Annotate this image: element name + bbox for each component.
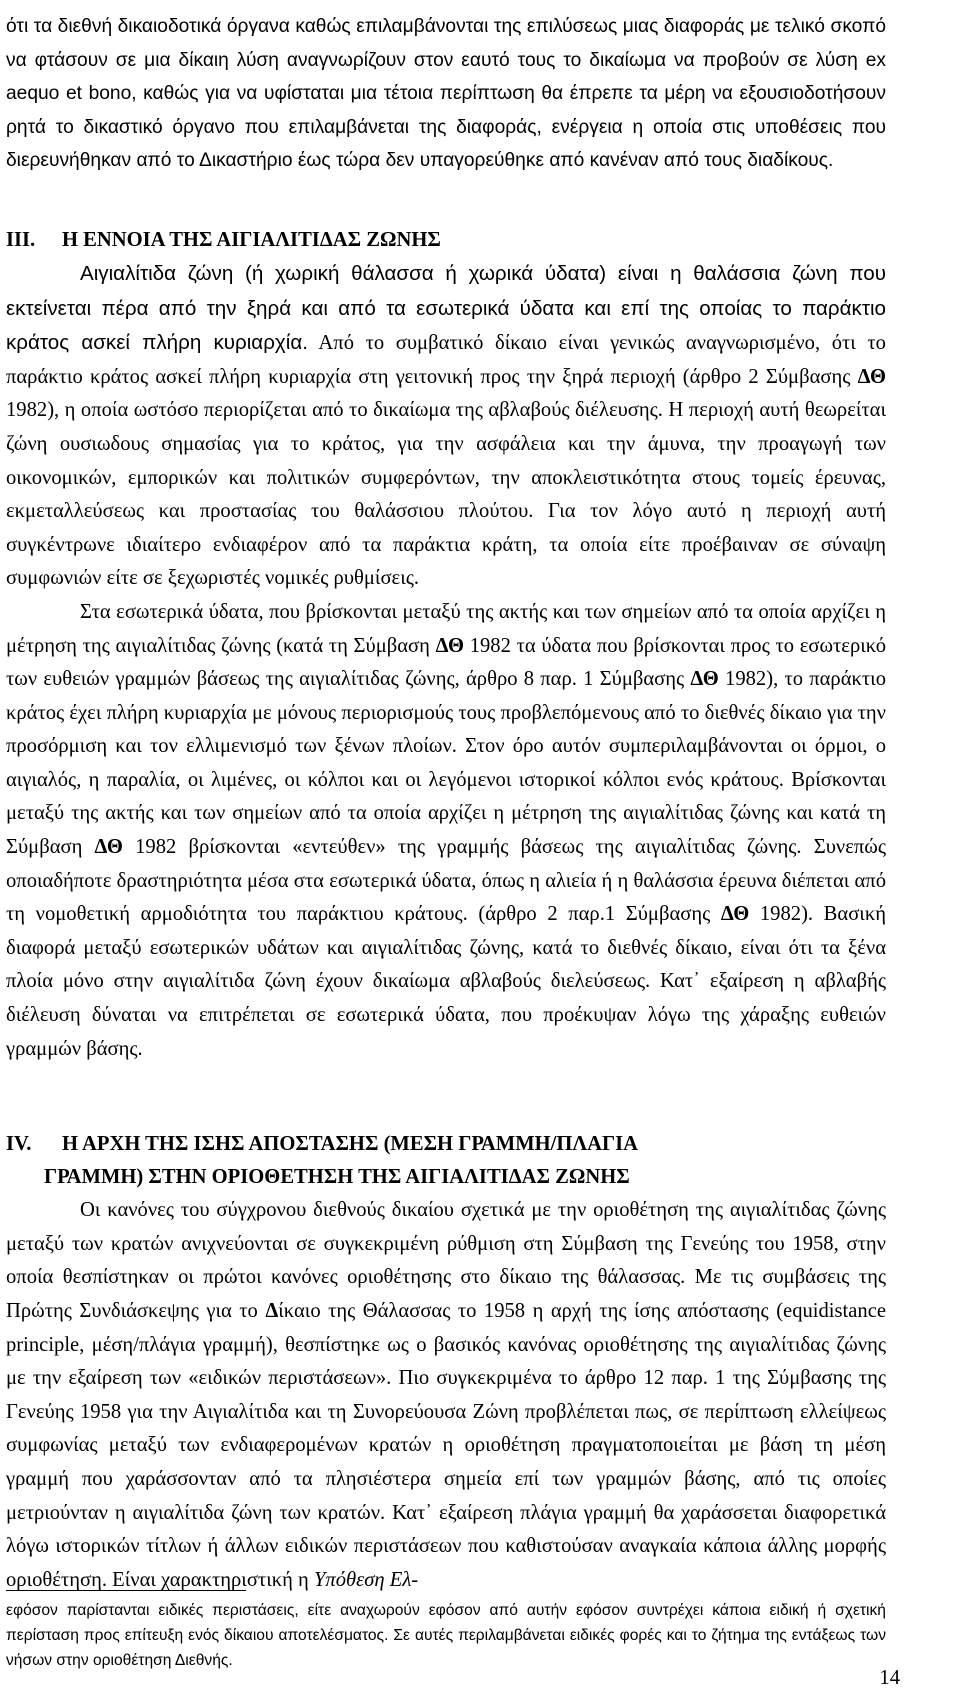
text-run: 1982), το παράκτιο κράτος έχει πλήρη κυριαρχία με μόνους περιορισμούς τους προβλεπόμενους από το διεθνές δίκαιο για την προσόρμιση και τον ελλιμενισμό των ξένων πλοίων. Στον όρο αυτόν συμπεριλαμβάνονται οι όρμοι, ο αιγιαλός, η παραλία, οι λιμένες, οι κόλποι και οι λεγόμενοι ιστορικοί κόλποι ενός κράτους. Βρίσκονται μεταξύ της ακτής και των σημείων από τα οποία αρχίζει η μέτρηση της αιγιαλίτιδας ζώνης και κατά τη Σύμβαση (6, 668, 886, 859)
text-run-bold: Δ (265, 1300, 279, 1322)
text-run: 1982), η οποία ωστόσο περιορίζεται από το δικαίωμα της αβλαβούς διέλευσης. Η περιοχή αυτή θεωρείται ζώνη ουσιωδους σημασίας για το κράτος, για την ασφάλεια και την άμυνα, την προαγωγή των οικονομικών, εμπορικών και πολιτικών συμφερόντων, την αποκλειστικότητα στους τομείς έρευνας, εκμεταλλεύσεως και προστασίας του θαλάσσιου πλούτου. Για τον λόγο αυτό η περιοχή αυτή συγκέντρωνε ιδιαίτερο ενδιαφέρον από τα παράκτια κράτη, τα οποία είτε προέβαιναν σε σύναψη συμφωνιών είτε σε ξεχωριστές νομικές ρυθμίσεις. (6, 399, 886, 590)
section-heading-iv (6, 1128, 886, 1194)
case-name-italic: Υπόθεση Ελ- (313, 1568, 419, 1591)
text-run: Αιγιαλίτιδα ζώνη (ή χωρική θάλασσα ή χωρικά ύδατα) είναι η θαλάσσια ζώνη που εκτείνεται πέρα από την ξηρά και από τα εσωτερικά ύδατα και επί της οποίας το παράκτιο κράτος ασκεί πλήρη κυριαρχία. (6, 261, 886, 355)
section-heading-iii (6, 224, 886, 257)
convention-abbrev: ΔΘ (690, 668, 719, 691)
text-run: ίκαιο της Θάλασσας το 1958 η αρχή της ίσης απόστασης (equidistance principle, μέση/πλάγια γραμμή), θεσπίστηκε ως ο βασικός κανόνας οριοθέτησης της αιγιαλίτιδας ζώνης με την εξαίρεση των «ειδικών περιστάσεων». Πιο συγκεκριμένα το άρθρο 12 παρ. 1 της Σύμβασης της Γενεύης 1958 για την Αιγιαλίτιδα και τη Συνορεύουσα Ζώνη προβλέπεται πως, σε περίπτωση ελλείψεως συμφωνίας μεταξύ των ενδιαφερομένων κρατών η οριοθέτηση πραγματοποιείται με βάση τη μέση γραμμή που χαράσσονταν από τα πλησιέστερα σημεία επί των γραμμών βάσης, από τις οποίες μετριούνταν η αιγιαλίτιδα ζώνη των κρατών. Κατ᾽ εξαίρεση πλάγια γραμμή θα χαράσσεται διαφορετικά λόγω ιστορικών τίτλων ή άλλων ειδικών περιστάσεων που καθιστούσαν αναγκαία κάποια άλλης μορφής οριοθέτηση. Είναι χαρακτηριστική η (6, 1300, 886, 1591)
paragraph-equidistance-principle (6, 1194, 886, 1597)
section-title-line-1: Η ΑΡΧΗ ΤΗΣ ΙΣΗΣ ΑΠΟΣΤΑΣΗΣ (ΜΕΣΗ ΓΡΑΜΜΗ/ΠΛΑΓΙΑ (62, 1133, 639, 1156)
footnote-separator (6, 1590, 246, 1591)
paragraph-continuation: ότι τα διεθνή δικαιοδοτικά όργανα καθώς επιλαμβάνονται της επιλύσεως μιας διαφοράς με τελικό σκοπό να φτάσουν σε μια δίκαιη λύση αναγνωρίζουν στον εαυτό τους το δικαίωμα να προβούν σε λύση ex aequo et bono, καθώς για να υφίσταται μια τέτοια περίπτωση θα έπρεπε τα μέρη να εξουσιοδοτήσουν ρητά το δικαστικό όργανο που επιλαμβάνεται της διαφοράς, ενέργεια η οποία στις υποθέσεις που διερευνήθηκαν από το Δικαστήριο έως τώρα δεν υπαγορεύθηκε από κανέναν από τους διαδίκους. (6, 16, 886, 172)
paragraph-internal-waters (6, 596, 886, 1066)
text-run: 1982 βρίσκονται «εντεύθεν» της γραμμής βάσεως της αιγιαλίτιδας ζώνης. Συνεπώς οποιαδήποτε δραστηριότητα μέσα στα εσωτερικά ύδατα, όπως η αλιεία ή η θαλάσσια έρευνα διέπεται από τη νομοθετική αρμοδιότητα του παράκτιου κράτους. (άρθρο 2 παρ.1 Σύμβασης (6, 836, 886, 926)
section-title-line-2: ΓΡΑΜΜΗ) ΣΤΗΝ ΟΡΙΟΘΕΤΗΣΗ ΤΗΣ ΑΙΓΙΑΛΙΤΙΔΑΣ ΖΩΝΗΣ (44, 1166, 630, 1189)
text-run: Οι κανόνες του σύγχρονου διεθνούς δικαίου σχετικά με την οριοθέτηση της αιγιαλίτιδας ζώνης μεταξύ των κρατών ανιχνεύονται σε συγκεκριμένη ρύθμιση στη Σύμβαση της Γενεύης του 1958, στην οποία θεσπίστηκαν οι πρώτοι κανόνες οριοθέτησης στο δίκαιο της θάλασσας. Με τις συμβάσεις της Πρώτης Συνδιάσκεψης για το (6, 1199, 886, 1322)
convention-abbrev: ΔΘ (857, 365, 886, 388)
section-number: ΙΙΙ. (6, 228, 36, 251)
footnote-text: εφόσον παρίστανται ειδικές περιστάσεις, είτε αναχωρούν εφόσον από αυτήν εφόσον συντρέχει κάποια ειδική ή σχετική περίσταση προς επίτευξη ενός δίκαιου αποτελέσματος. Σε αυτές περιλαμβάνεται ειδικές φορές και το ζήτημα της εντάξεως των νήσων στην οριοθέτηση Διεθνής. (6, 1602, 886, 1669)
convention-abbrev: ΔΘ (720, 903, 750, 926)
section-title: Η ΕΝΝΟΙΑ ΤΗΣ ΑΙΓΙΑΛΙΤΙΔΑΣ ΖΩΝΗΣ (62, 228, 441, 251)
text-run: 1982 τα ύδατα που βρίσκονται προς το εσωτερικό των ευθειών γραμμών βάσεως της αιγιαλίτιδας ζώνης, άρθρο 8 παρ. 1 Σύμβασης (6, 634, 886, 691)
paragraph-territorial-sea-definition (6, 257, 886, 596)
text-run: 1982). Βασική διαφορά μεταξύ εσωτερικών υδάτων και αιγιαλίτιδας ζώνης, κατά το διεθνές δίκαιο, είναι ότι τα ξένα πλοία μόνο στην αιγιαλίτιδα ζώνη έχουν δικαίωμα αβλαβούς διελεύσεως. Κατ᾽ εξαίρεση η αβλαβής διέλευση δύναται να επιτρέπεται σε εσωτερικά ύδατα, που προέκυψαν λόγω της χάραξης ευθειών γραμμών βάσης. (6, 903, 886, 1060)
page-number: 14 (879, 1667, 900, 1689)
convention-abbrev: ΔΘ (94, 836, 123, 859)
section-title (44, 1128, 886, 1194)
text-run: Από το συμβατικό δίκαιο είναι γενικώς αναγνωρισμένο, ότι το παράκτιο κράτος ασκεί πλήρη κυριαρχία στη γειτονική προς την ξηρά περιοχή (άρθρο 2 Σύμβασης (6, 332, 886, 388)
convention-abbrev: ΔΘ (435, 634, 465, 657)
section-number: IV. (6, 1133, 32, 1156)
text-run: Στα εσωτερικά ύδατα, που βρίσκονται μεταξύ της ακτής και των σημείων από τα οποία αρχίζει η μέτρηση της αιγιαλίτιδας ζώνης (κατά τη Σύμβαση (6, 600, 886, 657)
